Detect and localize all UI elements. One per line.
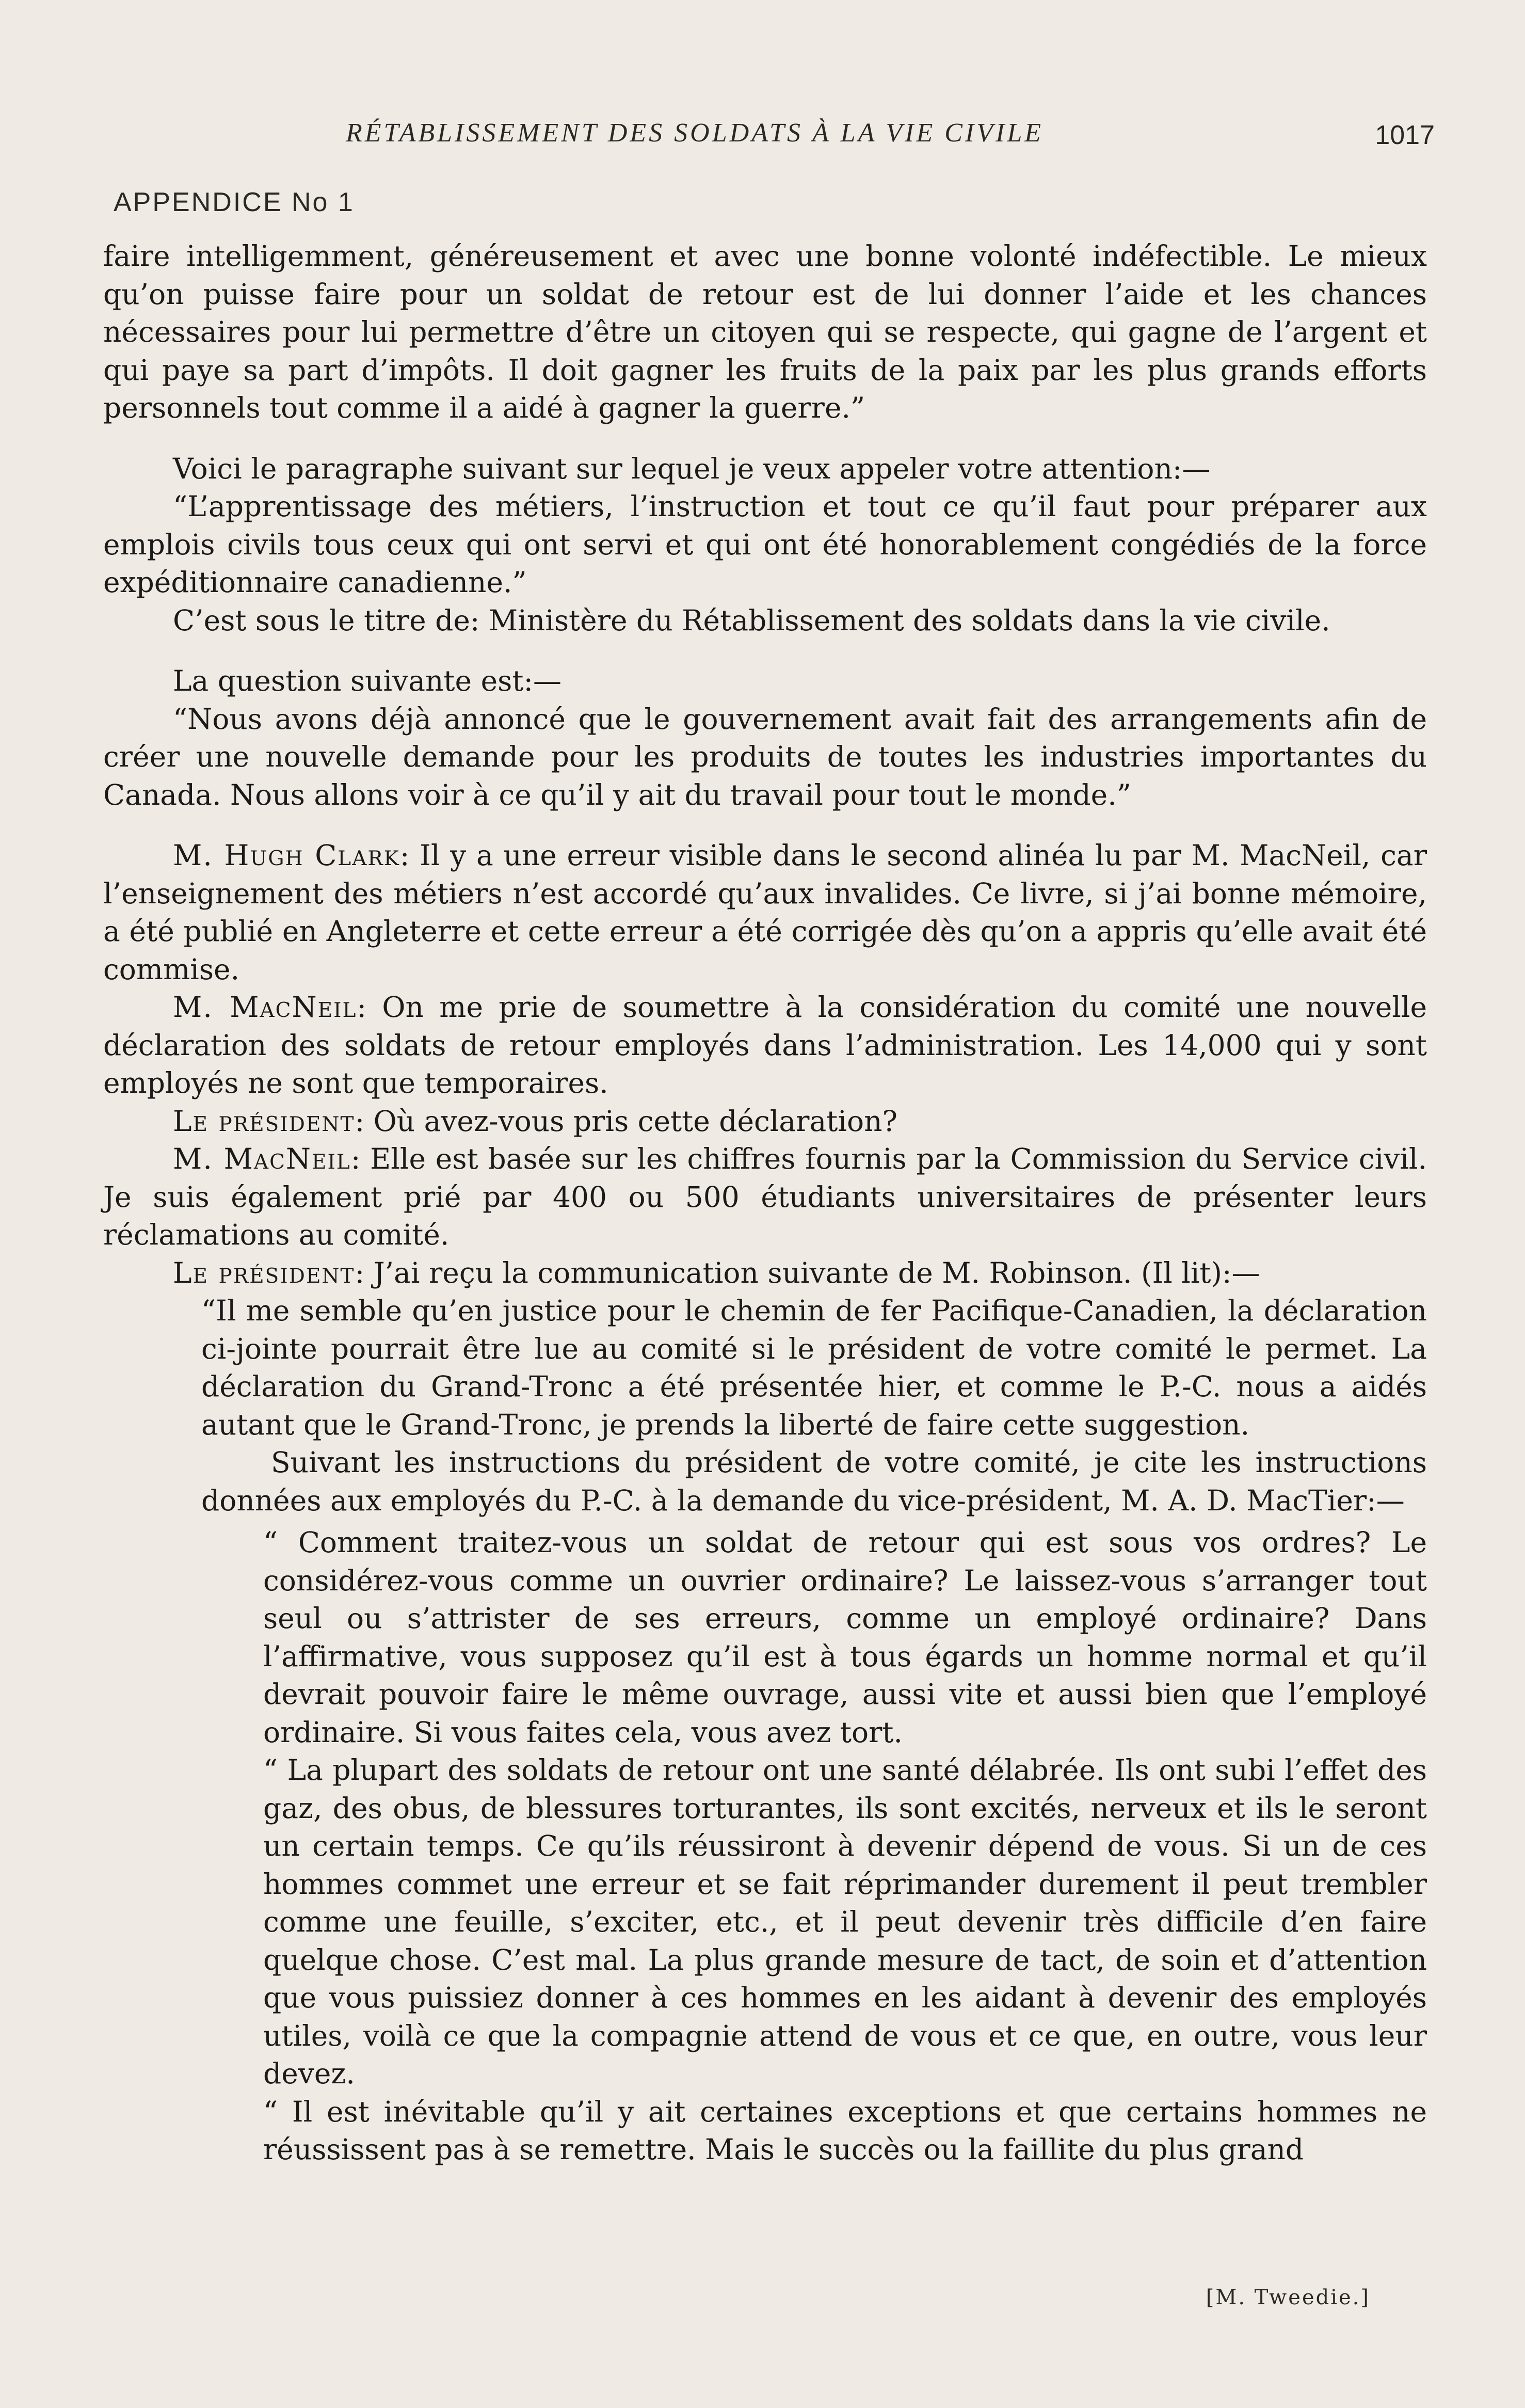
paragraph: “L’apprentissage des métiers, l’instruction et tout ce qu’il faut pour préparer aux emplois civils tous ceux qui ont servi et qui ont été honorablement congédiés de la force expéditionnaire canadienne.” <box>103 490 1427 599</box>
paragraph: C’est sous le titre de: Ministère du Rétablissement des soldats dans la vie civile. <box>173 603 1330 637</box>
speaker-name: M. MacNeil <box>173 1142 351 1175</box>
speech: M. MacNeil: Elle est basée sur les chiffres fournis par la Commission du Service civil. Je suis également prié par 400 ou 500 étudiants universitaires de présenter leurs réclamations au comité. <box>103 1142 1427 1251</box>
page-number: 1017 <box>1375 120 1435 150</box>
speech: Le président: J’ai reçu la communication suivante de M. Robinson. (Il lit):— <box>173 1256 1260 1289</box>
speaker-name: M. Hugh Clark <box>173 839 400 872</box>
inner-quote-paragraph: “ Comment traitez-vous un soldat de retour qui est sous vos ordres? Le considérez-vous comme un ouvrier ordinaire? Le laissez-vous s’arranger tout seul ou s’attrister de ses erreurs, comme un employé ordinaire? Dans l’affirmative, vous supposez qu’il est à tous égards un homme normal et qu’il devrait pouvoir faire le même ouvrage, aussi vite et aussi bien que l’employé ordinaire. Si vous faites cela, vous avez tort. <box>263 1526 1427 1749</box>
speech-text: Elle est basée sur les chiffres fournis par la Commission du Service civil. Je suis également prié par 400 ou 500 étudiants universitaires de présenter leurs réclamations au comité. <box>103 1142 1427 1251</box>
paragraph: “Nous avons déjà annoncé que le gouvernement avait fait des arrangements afin de créer une nouvelle demande pour les produits de toutes les industries importantes du Canada. Nous allons voir à ce qu’il y ait du travail pour tout le monde.” <box>103 702 1427 811</box>
quote-paragraph: “Il me semble qu’en justice pour le chemin de fer Pacifique-Canadien, la déclaration ci-jointe pourrait être lue au comité si le président de votre comité le permet. La déclaration du Grand-Tronc a été présentée hier, et comme le P.-C. nous a aidés autant que le Grand-Tronc, je prends la liberté de faire cette suggestion. <box>201 1294 1427 1441</box>
body-text <box>103 237 1427 2169</box>
running-header <box>103 118 1435 154</box>
speech-text: On me prie de soumettre à la considération du comité une nouvelle déclaration des soldats de retour employés dans l’administration. Les 14,000 qui y sont employés ne sont que temporaires. <box>103 991 1427 1099</box>
paragraph: faire intelligemment, généreusement et avec une bonne volonté indéfectible. Le mieux qu’on puisse faire pour un soldat de retour est de lui donner l’aide et les chances nécessaires pour lui permettre d’être un citoyen qui se respecte, qui gagne de l’argent et qui paye sa part d’impôts. Il doit gagner les fruits de la paix par les plus grands efforts personnels tout comme il a aidé à gagner la guerre.” <box>103 240 1427 424</box>
speaker-name: M. MacNeil <box>173 991 357 1024</box>
paragraph: La question suivante est:— <box>173 664 561 697</box>
speaker-name: Le président <box>173 1104 355 1138</box>
inner-quote-paragraph: “ La plupart des soldats de retour ont une santé délabrée. Ils ont subi l’effet des gaz, des obus, de blessures torturantes, ils sont excités, nerveux et ils le seront un certain temps. Ce qu’ils réussiront à devenir dépend de vous. Si un de ces hommes commet une erreur et se fait réprimander durement il peut trembler comme une feuille, s’exciter, etc., et il peut devenir très difficile d’en faire quelque chose. C’est mal. La plus grande mesure de tact, de soin et d’attention que vous puissiez donner à ces hommes en les aidant à devenir des employés utiles, voilà ce que la compagnie attend de vous et ce que, en outre, vous leur devez. <box>263 1753 1427 2090</box>
speech-text: Il y a une erreur visible dans le second alinéa lu par M. MacNeil, car l’enseignement des métiers n’est accordé qu’aux invalides. Ce livre, si j’ai bonne mémoire, a été publié en Angleterre et cette erreur a été corrigée dès qu’on a appris qu’elle avait été commise. <box>103 839 1427 986</box>
appendix-label: APPENDICE No 1 <box>114 187 355 217</box>
speech: M. Hugh Clark: Il y a une erreur visible dans le second alinéa lu par M. MacNeil, car l’enseignement des métiers n’est accordé qu’aux invalides. Ce livre, si j’ai bonne mémoire, a été publié en Angleterre et cette erreur a été corrigée dès qu’on a appris qu’elle avait été commise. <box>103 839 1427 986</box>
paragraph: Voici le paragraphe suivant sur lequel je veux appeler votre attention:— <box>173 452 1211 485</box>
inner-quotation <box>263 1524 1427 2169</box>
speech: Le président: Où avez-vous pris cette déclaration? <box>173 1104 897 1138</box>
inner-quote-paragraph: “ Il est inévitable qu’il y ait certaines exceptions et que certains hommes ne réussissent pas à se remettre. Mais le succès ou la faillite du plus grand <box>263 2095 1427 2166</box>
speech-text: J’ai reçu la communication suivante de M. Robinson. (Il lit):— <box>373 1256 1260 1289</box>
quote-paragraph: Suivant les instructions du président de votre comité, je cite les instructions données aux employés du P.-C. à la demande du vice-président, M. A. D. MacTier:— <box>201 1446 1427 1517</box>
speaker-name: Le président <box>173 1256 355 1289</box>
speech: M. MacNeil: On me prie de soumettre à la considération du comité une nouvelle déclaration des soldats de retour employés dans l’administration. Les 14,000 qui y sont employés ne sont que temporaires. <box>103 991 1427 1099</box>
running-title: RÉTABLISSEMENT DES SOLDATS À LA VIE CIVILE <box>346 118 1044 148</box>
speech-text: Où avez-vous pris cette déclaration? <box>373 1104 897 1138</box>
speaker-attribution: [M. Tweedie.] <box>1206 2286 1370 2309</box>
quoted-letter <box>201 1292 1427 2169</box>
